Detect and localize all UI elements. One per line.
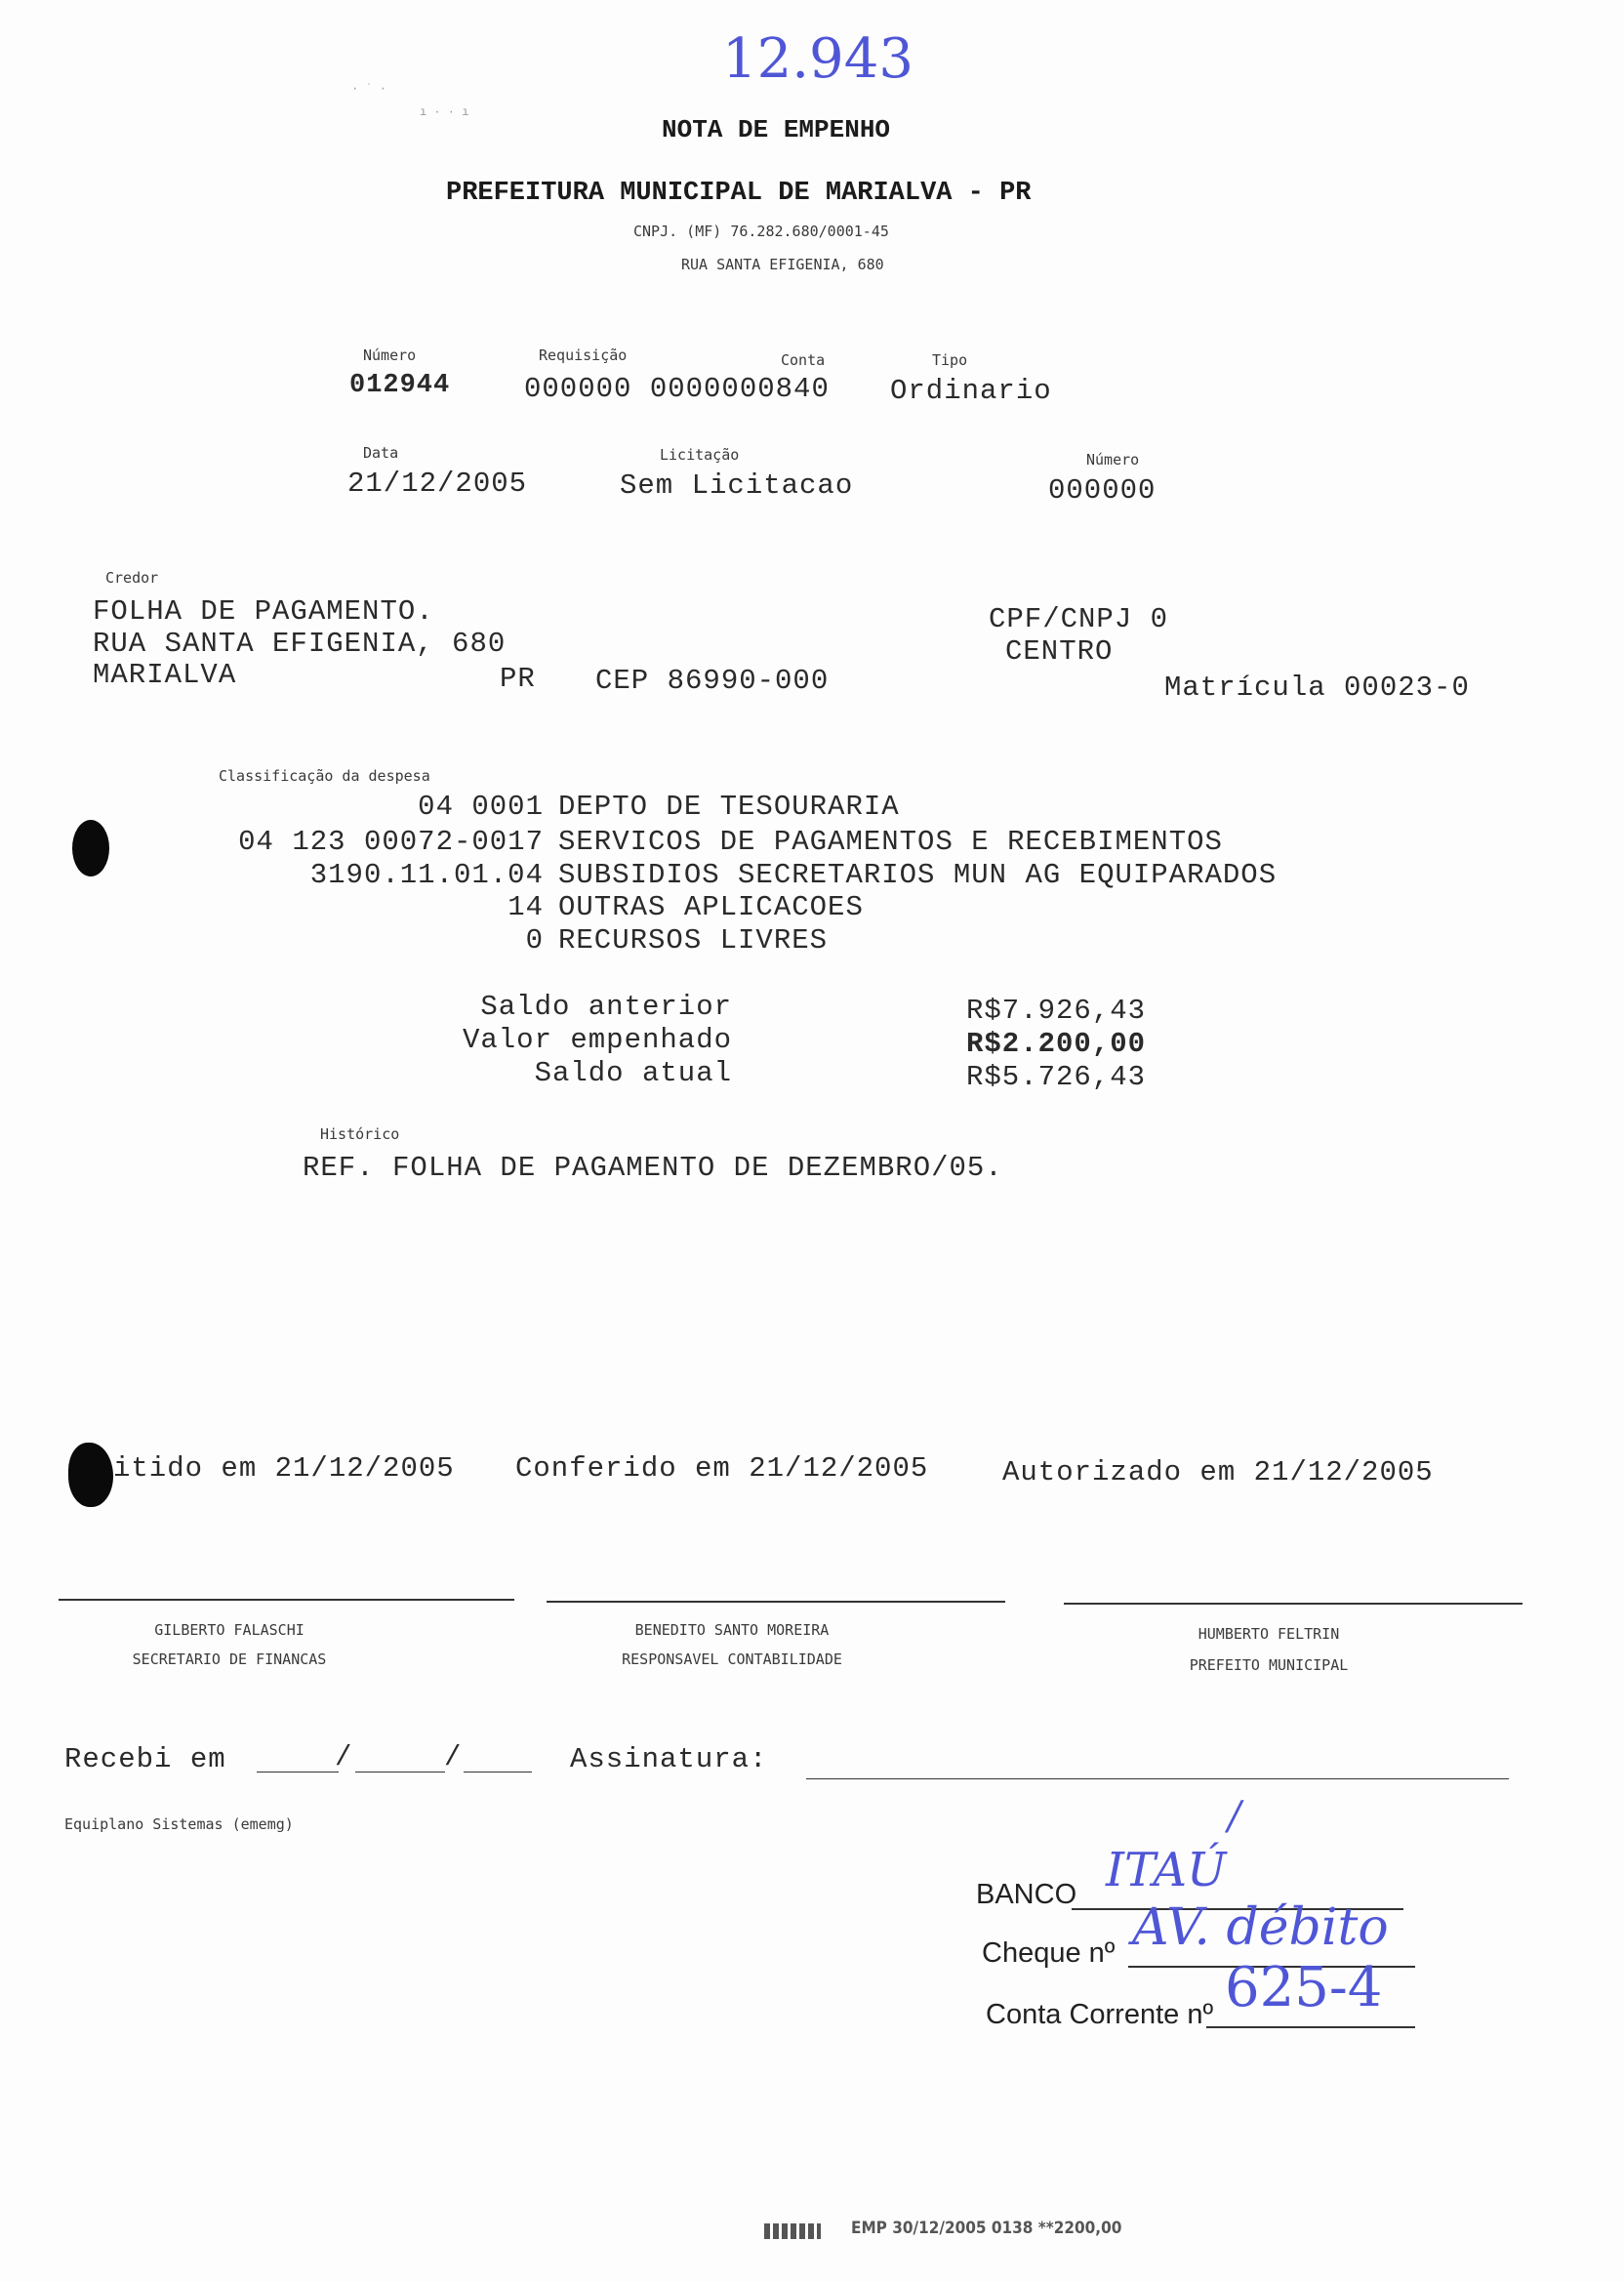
tipo-value: Ordinario bbox=[890, 375, 1052, 407]
classificacao-label: Classificação da despesa bbox=[219, 767, 430, 785]
data-value: 21/12/2005 bbox=[347, 468, 528, 500]
autorizado-text: Autorizado em 21/12/2005 bbox=[1002, 1456, 1434, 1488]
credor-district: CENTRO bbox=[1005, 635, 1114, 668]
recebi-em-label: Recebi em bbox=[64, 1743, 226, 1775]
licitacao-value: Sem Licitacao bbox=[620, 469, 854, 502]
classificacao-code-5: 0 bbox=[525, 924, 544, 957]
licitacao-numero-value: 000000 bbox=[1048, 474, 1157, 507]
classificacao-code-4: 14 bbox=[508, 891, 544, 923]
cheque-label: Cheque nº bbox=[982, 1937, 1116, 1969]
classificacao-desc-5: RECURSOS LIVRES bbox=[558, 924, 829, 957]
scan-marks-2: ı · · ı bbox=[420, 105, 469, 119]
licitacao-label: Licitação bbox=[660, 446, 740, 464]
signer-2-name: BENEDITO SANTO MOREIRA bbox=[634, 1621, 830, 1639]
conta-label: Conta bbox=[781, 351, 826, 369]
credor-name: FOLHA DE PAGAMENTO. bbox=[93, 595, 434, 628]
footer-system: Equiplano Sistemas (ememg) bbox=[64, 1815, 294, 1833]
tipo-label: Tipo bbox=[932, 351, 968, 369]
conta-corrente-label: Conta Corrente nº bbox=[986, 1999, 1214, 2030]
data-label: Data bbox=[363, 444, 399, 462]
banco-label: BANCO bbox=[976, 1879, 1077, 1910]
historico-text: REF. FOLHA DE PAGAMENTO DE DEZEMBRO/05. bbox=[303, 1152, 1003, 1184]
signer-2-role: RESPONSAVEL CONTABILIDADE bbox=[622, 1650, 842, 1668]
date-slash-2: / bbox=[444, 1741, 463, 1773]
saldo-anterior-label: Saldo anterior bbox=[480, 991, 732, 1023]
cnpj-line: CNPJ. (MF) 76.282.680/0001-45 bbox=[633, 223, 889, 240]
emitido-text: itido em 21/12/2005 bbox=[113, 1452, 455, 1485]
signer-1-name: GILBERTO FALASCHI bbox=[154, 1621, 304, 1639]
credor-cpf-cnpj: CPF/CNPJ 0 bbox=[989, 603, 1169, 635]
signer-3-role: PREFEITO MUNICIPAL bbox=[1189, 1656, 1349, 1674]
black-blot bbox=[68, 1443, 113, 1507]
credor-cep: CEP 86990-000 bbox=[595, 665, 830, 697]
handwritten-slash: / bbox=[1228, 1794, 1241, 1839]
saldo-atual-label: Saldo atual bbox=[534, 1057, 732, 1089]
classificacao-desc-3: SUBSIDIOS SECRETARIOS MUN AG EQUIPARADOS bbox=[558, 859, 1278, 891]
classificacao-code-2: 04 123 00072-0017 bbox=[238, 826, 544, 858]
licitacao-numero-label: Número bbox=[1086, 451, 1140, 469]
historico-label: Histórico bbox=[320, 1125, 400, 1143]
signature-line-2 bbox=[547, 1601, 1005, 1603]
scan-marks: ∙ ˙ · bbox=[351, 82, 387, 96]
conferido-text: Conferido em 21/12/2005 bbox=[515, 1452, 929, 1485]
credor-matricula: Matrícula 00023-0 bbox=[1164, 672, 1470, 704]
address-line: RUA SANTA EFIGENIA, 680 bbox=[681, 256, 884, 273]
municipality-name: PREFEITURA MUNICIPAL DE MARIALVA - PR bbox=[446, 179, 1032, 208]
credor-label: Credor bbox=[105, 569, 159, 587]
credor-city: MARIALVA bbox=[93, 659, 237, 691]
saldo-atual-value: R$5.726,43 bbox=[966, 1061, 1147, 1093]
signature-line-3 bbox=[1064, 1603, 1522, 1605]
classificacao-desc-1: DEPTO DE TESOURARIA bbox=[558, 791, 900, 823]
handwritten-document-number: 12.943 bbox=[722, 27, 914, 91]
valor-empenhado-label: Valor empenhado bbox=[462, 1024, 732, 1056]
assinatura-line bbox=[806, 1778, 1509, 1779]
classificacao-code-1: 04 0001 bbox=[418, 791, 544, 823]
banco-handwritten: ITAÚ bbox=[1106, 1843, 1227, 1897]
recebi-day-line bbox=[257, 1772, 339, 1773]
assinatura-label: Assinatura: bbox=[570, 1743, 768, 1775]
conta-corrente-handwritten: 625-4 bbox=[1225, 1956, 1383, 2019]
cheque-handwritten: AV. débito bbox=[1132, 1898, 1389, 1957]
conta-corrente-line bbox=[1206, 2026, 1415, 2028]
numero-value: 012944 bbox=[349, 371, 451, 400]
signer-1-role: SECRETARIO DE FINANCAS bbox=[132, 1650, 327, 1668]
saldo-anterior-value: R$7.926,43 bbox=[966, 995, 1147, 1027]
credor-street: RUA SANTA EFIGENIA, 680 bbox=[93, 628, 507, 660]
signer-3-name: HUMBERTO FELTRIN bbox=[1198, 1625, 1340, 1643]
black-dot bbox=[72, 820, 109, 876]
date-slash-1: / bbox=[335, 1741, 353, 1773]
bottom-stamp-mark bbox=[764, 2223, 821, 2239]
requisicao-label: Requisição bbox=[539, 346, 628, 364]
bottom-stamp-text: EMP 30/12/2005 0138 **2200,00 bbox=[851, 2219, 1122, 2238]
recebi-year-line bbox=[464, 1772, 532, 1773]
classificacao-desc-2: SERVICOS DE PAGAMENTOS E RECEBIMENTOS bbox=[558, 826, 1223, 858]
signature-line-1 bbox=[59, 1599, 514, 1601]
classificacao-desc-4: OUTRAS APLICACOES bbox=[558, 891, 864, 923]
classificacao-code-3: 3190.11.01.04 bbox=[309, 859, 544, 891]
recebi-month-line bbox=[355, 1772, 445, 1773]
numero-label: Número bbox=[363, 346, 417, 364]
requisicao-conta-value: 000000 0000000840 bbox=[524, 373, 830, 405]
credor-state: PR bbox=[500, 663, 536, 695]
valor-empenhado-value: R$2.200,00 bbox=[966, 1028, 1147, 1060]
document-title: NOTA DE EMPENHO bbox=[662, 115, 891, 144]
